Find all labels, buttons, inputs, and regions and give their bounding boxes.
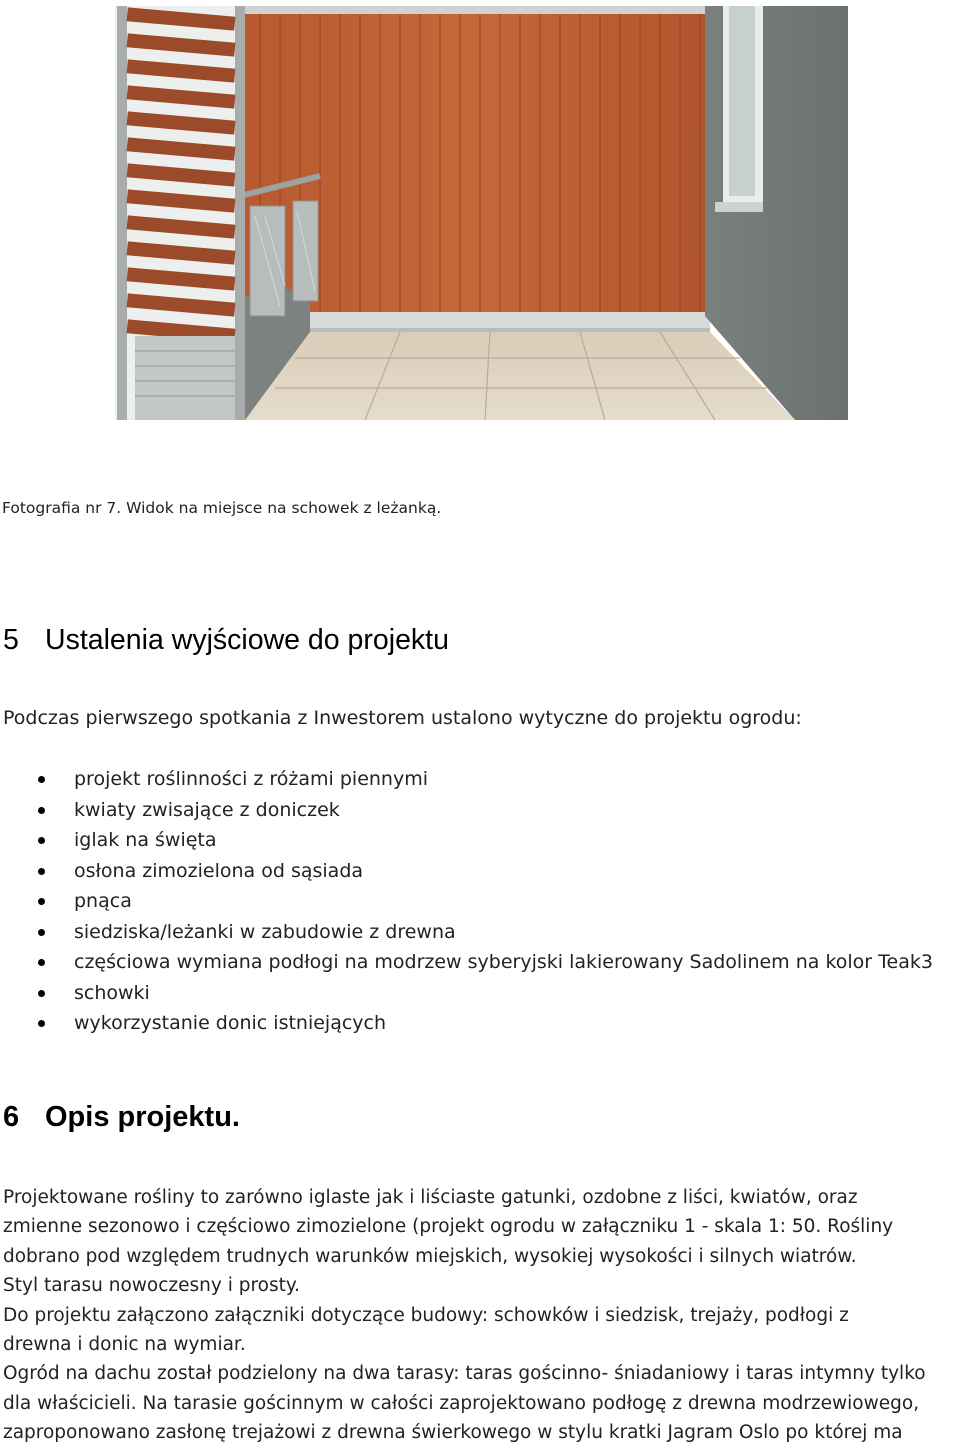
list-item-text: iglak na święta: [74, 829, 217, 851]
list-item-text: pnąca: [74, 890, 132, 912]
section-6-title: Opis projektu.: [45, 1101, 240, 1133]
paragraph-line: Projektowane rośliny to zarówno iglaste jak i liściaste gatunki, ozdobne z liści, kwiatów, oraz: [3, 1187, 858, 1208]
section-5-heading: [3, 624, 449, 657]
list-item-text: wykorzystanie donic istniejących: [74, 1012, 387, 1034]
section-5-number: 5: [3, 624, 19, 656]
list-item-text: kwiaty zwisające z doniczek: [74, 798, 340, 821]
bullet-icon: [38, 929, 45, 936]
paragraph-line: Styl tarasu nowoczesny i prosty.: [3, 1275, 301, 1297]
section-5-intro: Podczas pierwszego spotkania z Inwestorem ustalono wytyczne do projektu ogrodu:: [3, 707, 802, 729]
paragraph-line: zmienne sezonowo i częściowo zimozielone (projekt ogrodu w załączniku 1 - skala 1: 50. Rośliny: [3, 1216, 894, 1238]
paragraph-line: Do projektu załączono załączniki dotyczące budowy: schowków i siedzisk, trejaży, podłogi z: [3, 1304, 849, 1326]
list-item: [0, 978, 933, 1009]
paragraph-line: Ogród na dachu został podzielony na dwa tarasy: taras gościnno- śniadaniowy i taras intymny tylko: [3, 1363, 926, 1385]
bullet-icon: [38, 1020, 45, 1027]
bullet-icon: [38, 868, 45, 875]
list-item-text: projekt roślinności z różami piennymi: [74, 768, 429, 790]
section-6-number: 6: [3, 1101, 20, 1133]
list-item: [0, 825, 933, 856]
paragraph-line: zaproponowano zasłonę trejażowi z drewna świerkowego w stylu kratki Jagram Oslo po której ma: [3, 1422, 903, 1444]
bullet-icon: [38, 776, 45, 783]
paragraph-line: dla właścicieli. Na tarasie gościnnym w całości zaprojektowano podłogę z drewna modrzewiowego,: [3, 1392, 920, 1414]
list-item-text: schowki: [74, 981, 150, 1004]
bullet-icon: [38, 807, 45, 814]
paragraph-line: dobrano pod względem trudnych warunków miejskich, wysokiej wysokości i silnych wiatrów.: [3, 1245, 857, 1267]
bullet-icon: [38, 898, 45, 905]
paragraph-line: drewna i donic na wymiar.: [3, 1334, 246, 1356]
list-item: [0, 856, 933, 887]
list-item-text: osłona zimozielona od sąsiada: [74, 859, 364, 882]
list-item-text: siedziska/leżanki w zabudowie z drewna: [74, 920, 456, 943]
section-6-heading: [3, 1101, 240, 1134]
bullet-icon: [38, 959, 45, 966]
section-5-title: Ustalenia wyjściowe do projektu: [45, 624, 449, 656]
bullet-icon: [38, 837, 45, 844]
bullet-icon: [38, 990, 45, 997]
list-item: [0, 1008, 933, 1039]
list-item-text: częściowa wymiana podłogi na modrzew syberyjski lakierowany Sadolinem na kolor Teak3: [74, 951, 933, 973]
photo-caption: Fotografia nr 7. Widok na miejsce na schowek z leżanką.: [2, 499, 442, 517]
list-item: [0, 886, 933, 917]
guidelines-list: [0, 764, 933, 1039]
balcony-photo: [115, 6, 848, 420]
list-item: [0, 947, 933, 978]
project-description: [3, 1183, 960, 1448]
list-item: [0, 764, 933, 795]
list-item: [0, 917, 933, 948]
list-item: [0, 795, 933, 826]
